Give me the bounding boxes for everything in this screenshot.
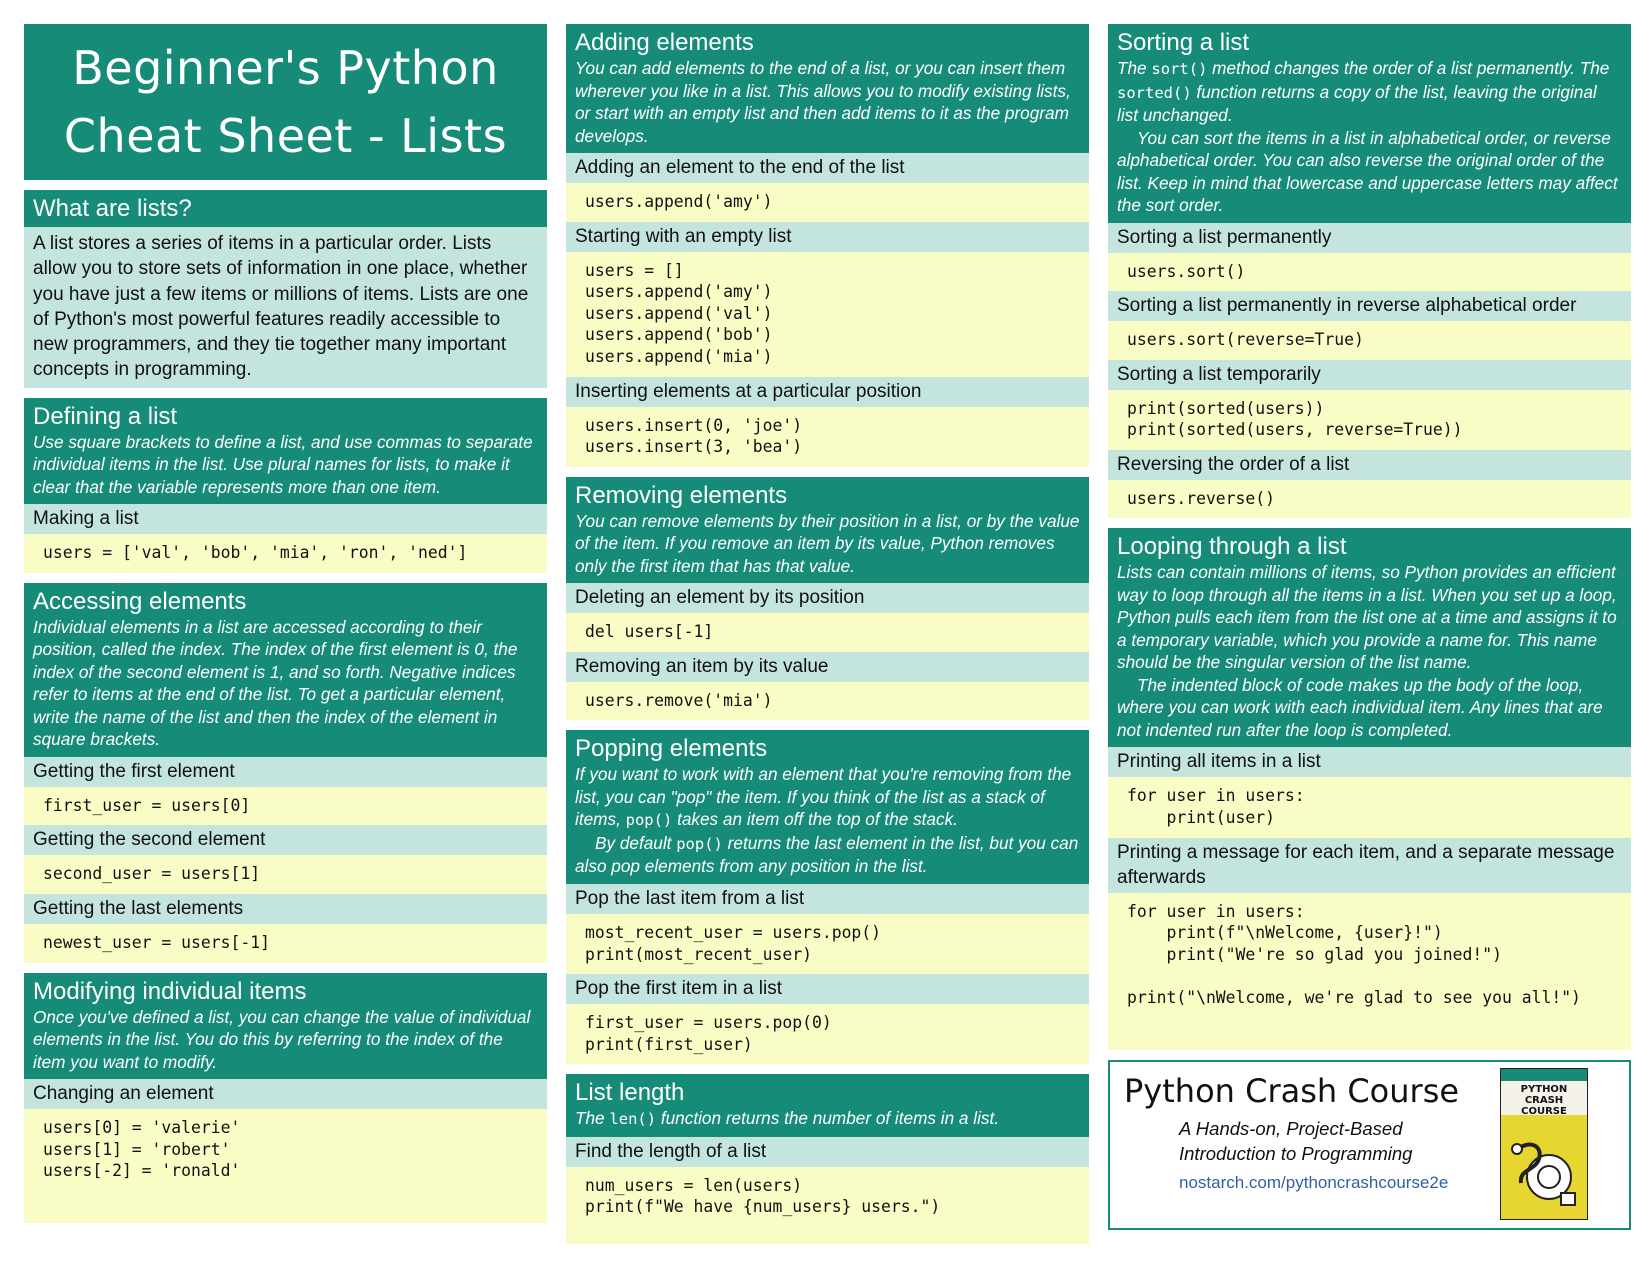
section-adding-elements (566, 24, 1089, 467)
subsection-heading: Reversing the order of a list (1108, 450, 1631, 480)
intro-text: returns the last element in the list, but you can also pop elements from any position in the list. (575, 832, 1079, 877)
column-3 (1108, 24, 1631, 1230)
code-example: first_user = users.pop(0) print(first_user) (566, 1004, 1089, 1064)
column-2 (566, 24, 1089, 1254)
code-example: users.insert(0, 'joe') users.insert(3, 'bea') (566, 407, 1089, 467)
book-cover-title: PYTHON CRASH COURSE (1520, 1083, 1568, 1117)
subsection-heading: Making a list (24, 504, 547, 534)
code-example: users.remove('mia') (566, 682, 1089, 721)
section-sorting-a-list (1108, 24, 1631, 518)
intro-text: If you want to work with an element that you're removing from the list, you can "pop" the item. If you think of the list as a stack of items, (575, 764, 1072, 830)
subsection-heading: Inserting elements at a particular position (566, 377, 1089, 407)
subsection-heading: Changing an element (24, 1079, 547, 1109)
subsection-heading: Getting the last elements (24, 894, 547, 924)
code-example: users.reverse() (1108, 480, 1631, 519)
intro-text: function returns the number of items in a list. (656, 1108, 1000, 1129)
code-example: print(sorted(users)) print(sorted(users, reverse=True)) (1108, 390, 1631, 450)
code-example: first_user = users[0] (24, 787, 547, 826)
book-subtitle-line: Introduction to Programming (1179, 1142, 1413, 1164)
section-intro: You can remove elements by their position in a list, or by the value of the item. If you remove an item by its value, Python removes only the first item that has that value. (575, 510, 1080, 576)
intro-text: The (1117, 58, 1152, 78)
section-popping-elements (566, 730, 1089, 1064)
section-accessing-elements (24, 583, 547, 963)
subsection-heading: Sorting a list permanently in reverse alphabetical order (1108, 291, 1631, 321)
intro-text: method changes the order of a list permanently. The (1207, 58, 1610, 78)
section-title: Adding elements (575, 29, 754, 56)
cheat-sheet-title (24, 24, 547, 180)
subsection-heading: Getting the second element (24, 825, 547, 855)
inline-code: pop() (676, 834, 723, 853)
section-list-length (566, 1074, 1089, 1244)
code-example: users.sort() (1108, 253, 1631, 292)
subsection-heading: Adding an element to the end of the list (566, 153, 1089, 183)
column-1 (24, 24, 547, 1233)
code-example: newest_user = users[-1] (24, 924, 547, 963)
intro-text: takes an item off the top of the stack. (672, 809, 958, 830)
section-intro: Once you've defined a list, you can change the value of individual elements in the list. You do this by referring to the index of the item you want to modify. (33, 1006, 531, 1072)
subsection-heading: Sorting a list temporarily (1108, 360, 1631, 390)
code-example: users.append('amy') (566, 183, 1089, 222)
section-intro (1117, 561, 1622, 741)
subsection-heading: Removing an item by its value (566, 652, 1089, 682)
title-line-1: Beginner's Python (72, 41, 499, 95)
section-title: Accessing elements (33, 587, 247, 615)
title-line-2: Cheat Sheet - Lists (63, 109, 508, 163)
section-looping (1108, 528, 1631, 1049)
book-promo (1108, 1060, 1631, 1230)
subsection-heading: Pop the last item from a list (566, 884, 1089, 914)
subsection-heading: Printing all items in a list (1108, 747, 1631, 777)
intro-text: function returns a copy of the list, leaving the original list unchanged. (1117, 81, 1597, 125)
code-example: users.sort(reverse=True) (1108, 321, 1631, 360)
section-removing-elements (566, 477, 1089, 721)
intro-text: The (575, 1108, 610, 1129)
section-title: Defining a list (33, 402, 178, 430)
book-cover-image (1500, 1068, 1588, 1220)
section-title: Popping elements (575, 735, 768, 763)
section-title: Sorting a list (1117, 29, 1250, 56)
intro-text: Lists can contain millions of items, so Python provides an efficient way to loop through all the items in a list. When you set up a loop, Python pulls each item from the list one at a time and assigns it to a temporary variable, which you provide a name for. This name should be the singular version of the list name. (1117, 562, 1617, 673)
inline-code: sort() (1151, 60, 1208, 78)
code-example: second_user = users[1] (24, 855, 547, 894)
code-example: users[0] = 'valerie' users[1] = 'robert' users[-2] = 'ronald' (24, 1109, 547, 1223)
intro-text: By default (595, 832, 677, 853)
intro-text: You can sort the items in a list in alphabetical order, or reverse alphabetical order. You can also reverse the original order of the list. Keep in mind that lowercase and uppercase letters may affect the sort order. (1117, 127, 1618, 215)
inline-code: sorted() (1117, 83, 1192, 102)
code-example: for user in users: print(f"\nWelcome, {user}!") print("We're so glad you joined!") print("\nWelcome, we're glad to see you all!") (1108, 893, 1631, 1050)
section-modifying-items (24, 973, 547, 1224)
book-subtitle-line: A Hands-on, Project-Based (1179, 1117, 1403, 1139)
subsection-heading: Sorting a list permanently (1108, 223, 1631, 253)
section-intro: You can add elements to the end of a list, or you can insert them wherever you like in a list. This allows you to modify existing lists, or start with an empty list and then add items to it as the program develops. (575, 58, 1071, 146)
section-body: A list stores a series of items in a particular order. Lists allow you to store sets of information in one place, whether you have just a few items or millions of items. Lists are one of Python's most powerful features readily accessible to new programmers, and they tie together many important concepts in programming. (24, 227, 547, 388)
subsection-heading: Find the length of a list (566, 1137, 1089, 1167)
code-example: del users[-1] (566, 613, 1089, 652)
subsection-heading: Pop the first item in a list (566, 974, 1089, 1004)
book-link[interactable]: nostarch.com/pythoncrashcourse2e (1179, 1172, 1449, 1192)
section-defining-a-list (24, 398, 547, 573)
snake-robot-illustration-icon (1509, 1131, 1581, 1211)
section-title: List length (575, 1079, 685, 1107)
inline-code: len() (609, 1110, 657, 1129)
section-intro (575, 763, 1080, 878)
subsection-heading: Deleting an element by its position (566, 583, 1089, 613)
section-intro: Use square brackets to define a list, and use commas to separate individual items in the list. Use plural names for lists, to make it clear that the variable represents more than one item. (33, 431, 533, 497)
section-intro: Individual elements in a list are accessed according to their position, called the index. The index of the first element is 0, the index of the second element is 1, and so forth. Negative indices refer to items at the end of the list. To get a particular element, write the name of the list and then the index of the element in square brackets. (33, 616, 518, 750)
intro-text: The indented block of code makes up the body of the loop, where you can work with each individual item. Any lines that are not indented run after the loop is completed. (1117, 674, 1603, 740)
code-example: users = ['val', 'bob', 'mia', 'ron', 'ned'] (24, 534, 547, 573)
book-title: Python Crash Course (1124, 1071, 1460, 1110)
section-title: Removing elements (575, 481, 788, 509)
book-subtitle (1179, 1116, 1412, 1166)
section-title: Looping through a list (1117, 533, 1347, 561)
section-title: What are lists? (33, 195, 192, 222)
subsection-heading: Getting the first element (24, 757, 547, 787)
section-intro (1117, 57, 1622, 217)
section-intro (575, 1107, 1080, 1131)
subsection-heading: Printing a message for each item, and a separate message afterwards (1108, 838, 1631, 893)
code-example: most_recent_user = users.pop() print(most_recent_user) (566, 914, 1089, 974)
code-example: for user in users: print(user) (1108, 777, 1631, 837)
section-title: Modifying individual items (33, 977, 307, 1005)
inline-code: pop() (625, 811, 673, 830)
section-what-are-lists (24, 190, 547, 388)
code-example: num_users = len(users) print(f"We have {num_users} users.") (566, 1167, 1089, 1244)
subsection-heading: Starting with an empty list (566, 222, 1089, 252)
code-example: users = [] users.append('amy') users.append('val') users.append('bob') users.append('mia') (566, 252, 1089, 377)
